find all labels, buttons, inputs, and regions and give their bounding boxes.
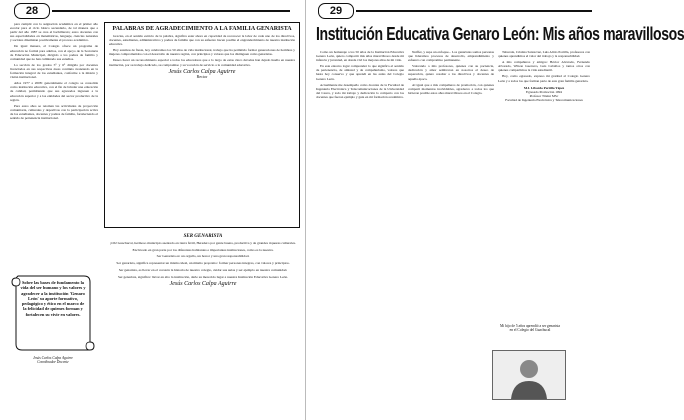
- thanks-box: [104, 22, 300, 228]
- article-paragraph: Como un homenaje a los 50 años de la Institución Educativa Genaro León, quiero compartir mis años maravillosos desde mi infancia y juventud, en donde viví los mejores años de mi vida.: [316, 50, 404, 63]
- scroll-message: [20, 280, 86, 348]
- article-title: Institución Educativa Genaro León: Mis años maravillosos: [316, 24, 684, 44]
- photo-caption-line: Mi hijo de 5 años aprendió a ser genarista: [499, 324, 561, 328]
- article-paragraph: Actualmente me desempeño como docente de la Facultad de Ingeniería Electrónica y Telecomunicaciones de la Universidad del Cauca, y todo mi trabajo y dedicación lo comparto con los docentes que fueron ejemplo y guía en mi formación académica.: [316, 82, 404, 99]
- poem-title: SER GENARISTA: [183, 234, 223, 239]
- poem-signature: Jesús Carlos Calpa Aguirre: [169, 281, 237, 288]
- author-line: Egresado Promoción 1994: [526, 89, 562, 94]
- article-paragraph: Tabucala, Cristina Santacruz, Luis Alirio Portilla, profesores con quienes aprendimos el valor del trabajo y la responsabilidad.: [498, 50, 590, 59]
- poem-stanza: Ser Genarista es: un orgullo, un honor y una gran responsabilidad.: [156, 254, 250, 259]
- header-rule-right: [356, 10, 592, 12]
- page-number-right: 29: [318, 3, 354, 19]
- poem-stanza: Ser genarista, es llevar en el corazón la historia de nuestro colegio, cuidar sus aulas y ser ejemplo en nuestra comunidad.: [118, 267, 288, 272]
- photo-caption: [492, 324, 568, 333]
- poem-stanza: Ser genarista, significa: llevar en alto la institución, darle su merecido lugar a nuestra Institución Educativa Genaro León.: [117, 274, 289, 279]
- header-rule-left: [52, 10, 290, 12]
- poem-stanza: Enclavado en gran parte por los diferentes habitantes e importantes instituciones, como es la nuestra.: [132, 247, 274, 252]
- article-paragraph: Valorando a mis profesores, quienes con su paciencia, dedicación y amor sembraron en nosotros el deseo de superación, quiero resaltar a los directivos y docentes de aquella época.: [408, 64, 494, 81]
- scroll-signature-block: [10, 356, 96, 365]
- thanks-signature-role: Rector: [196, 73, 208, 79]
- scroll-message-text: Sobre las bases de fundamento la vida del ser humano y los valores y agradecer a la institución 'Genaro León' su aporte formativo, pedagógico y ético en el marco de la felicidad de quienes forman y fortalecen su vivir en valores.: [20, 280, 86, 317]
- author-name: M.I. Libardo Portilla Yépez: [523, 85, 565, 90]
- spread-divider: [305, 0, 306, 420]
- author-line: Facultad de Ingeniería Electrónica y Telecomunicaciones: [505, 97, 583, 102]
- poem-stanza: ¡Oh! Guachucal, hermoso municipio asentado en tierra fértil, Heredero por gente buena, productiva y de grandes riquezas culturales.: [110, 241, 296, 245]
- left-paragraph: Años 1977 a 2008: generalmente el colegio se consolida como institución educativa, con el fin de brindar una educación de calidad, permitiendo que sus egresados ingresen a la educación superior y a las entidades del sector productivo de la región.: [10, 81, 98, 102]
- scroll-caption: Coordinador Docente: [37, 360, 69, 365]
- thanks-paragraph: Gracias, en el sentido estricto de la palabra, significa estar ahora en capacidad de reconocer la labor de cada uno de los directivos, docentes, estudiantes, administrativos y padres de familia que con su esfuerzo hacen posible el engrandecimiento de nuestra institución educativa.: [109, 34, 295, 47]
- right-column-1: [316, 50, 404, 412]
- right-column-2: [408, 50, 494, 412]
- article-paragraph: Hoy, como egresado, expreso mi gratitud al Colegio Genaro León y a todos los que forman parte de esta gran familia genarista.: [498, 74, 590, 83]
- article-paragraph: A mis compañeros y amigos: Héctor Alvarado, Fernando Alvarado, Wilson Guerrero, Luis Ceballos y tantos otros con quienes compartimos la vida estudiantil.: [498, 60, 590, 73]
- thanks-box-title: PALABRAS DE AGRADECIMIENTO A LA FAMILIA GENARISTA: [112, 26, 292, 32]
- poem-stanza: Ser genarista, significa representar un mismo ideal, un mismo propósito: formar personas íntegras, con valores y principios.: [116, 261, 290, 266]
- author-block: [498, 86, 590, 102]
- author-line: Profesor Titular MSc: [529, 93, 559, 98]
- left-paragraph: La sección de los grados 5° y 6° dirigida por docentes licenciados en sus respectivas áreas continúa avanzando en la formación integral de los estudiantes, conforme a la misión y visión institucional.: [10, 62, 98, 80]
- photo-caption-line: en el Colegio del Guachucal: [509, 328, 551, 333]
- article-paragraph: Neiffer, y supe un enfoque... Los genaristas somos personas que lideramos procesos de desarrollo, emprendimiento y esfuerzo con compromiso permanente.: [408, 50, 494, 63]
- left-narrative-column: [10, 22, 98, 270]
- right-column-3: [498, 50, 590, 318]
- thanks-signature: Jesús Carlos Calpa Aguirre: [168, 68, 236, 75]
- left-paragraph: Para estos años se retoman las actividades de proyección comunitaria, culturales y deportivas con la participación activa de los estudiantes, docentes y padres de familia, fortaleciendo el sentido de pertenencia institucional.: [10, 103, 98, 120]
- left-paragraph: De igual manera, el Colegio ofrece un programa de educación no formal para adultos, con el apoyo de la Secretaría de Educación Municipal, dirigido a los padres de familia y comunidad que no han culminado sus estudios.: [10, 44, 98, 61]
- thanks-paragraph: Deseo hacer un reconocimiento especial a todos los educadores que a lo largo de estas cinco décadas han dejado huella en nuestra institución, por su trabajo dedicado, su compromiso y su vocación de servicio a la comunidad educativa.: [109, 58, 295, 67]
- scroll-signature: Jesús Carlos Calpa Aguirre: [32, 356, 74, 360]
- article-paragraph: En este entorno logré comprender lo que significa el sentido de pertenencia, de amistad y de compañerismo, valores que hasta hoy conservo y que aprendí en las aulas del Colegio Genaro León.: [316, 64, 404, 81]
- left-paragraph: para cumplir con la asignación académica en el primer año escolar para el ciclo básico secundario, de tal manera que a partir del año 1987 se crea el bachillerato; estos docentes con sus especialidades en matemáticas, lenguaje, ciencias naturales y sociales dinamizan positivamente el proceso académico.: [10, 22, 98, 43]
- poem-block: [108, 232, 298, 412]
- thanks-paragraph: Hoy estamos de fiesta, hoy celebramos los 50 años de vida institucional, trabajo que ha permitido formar generaciones de hombres y mujeres comprometidos con el desarrollo de nuestra región, con principios y valores que los distinguen como genaristas.: [109, 48, 295, 57]
- article-paragraph: Al igual que a mis compañeros de promoción, con quienes compartí momentos inolvidables, agradezco a todos los que hicieron posible estos años maravillosos en el Colegio.: [408, 82, 494, 95]
- page-number-left: 28: [14, 3, 50, 19]
- portrait-photo: [492, 350, 566, 400]
